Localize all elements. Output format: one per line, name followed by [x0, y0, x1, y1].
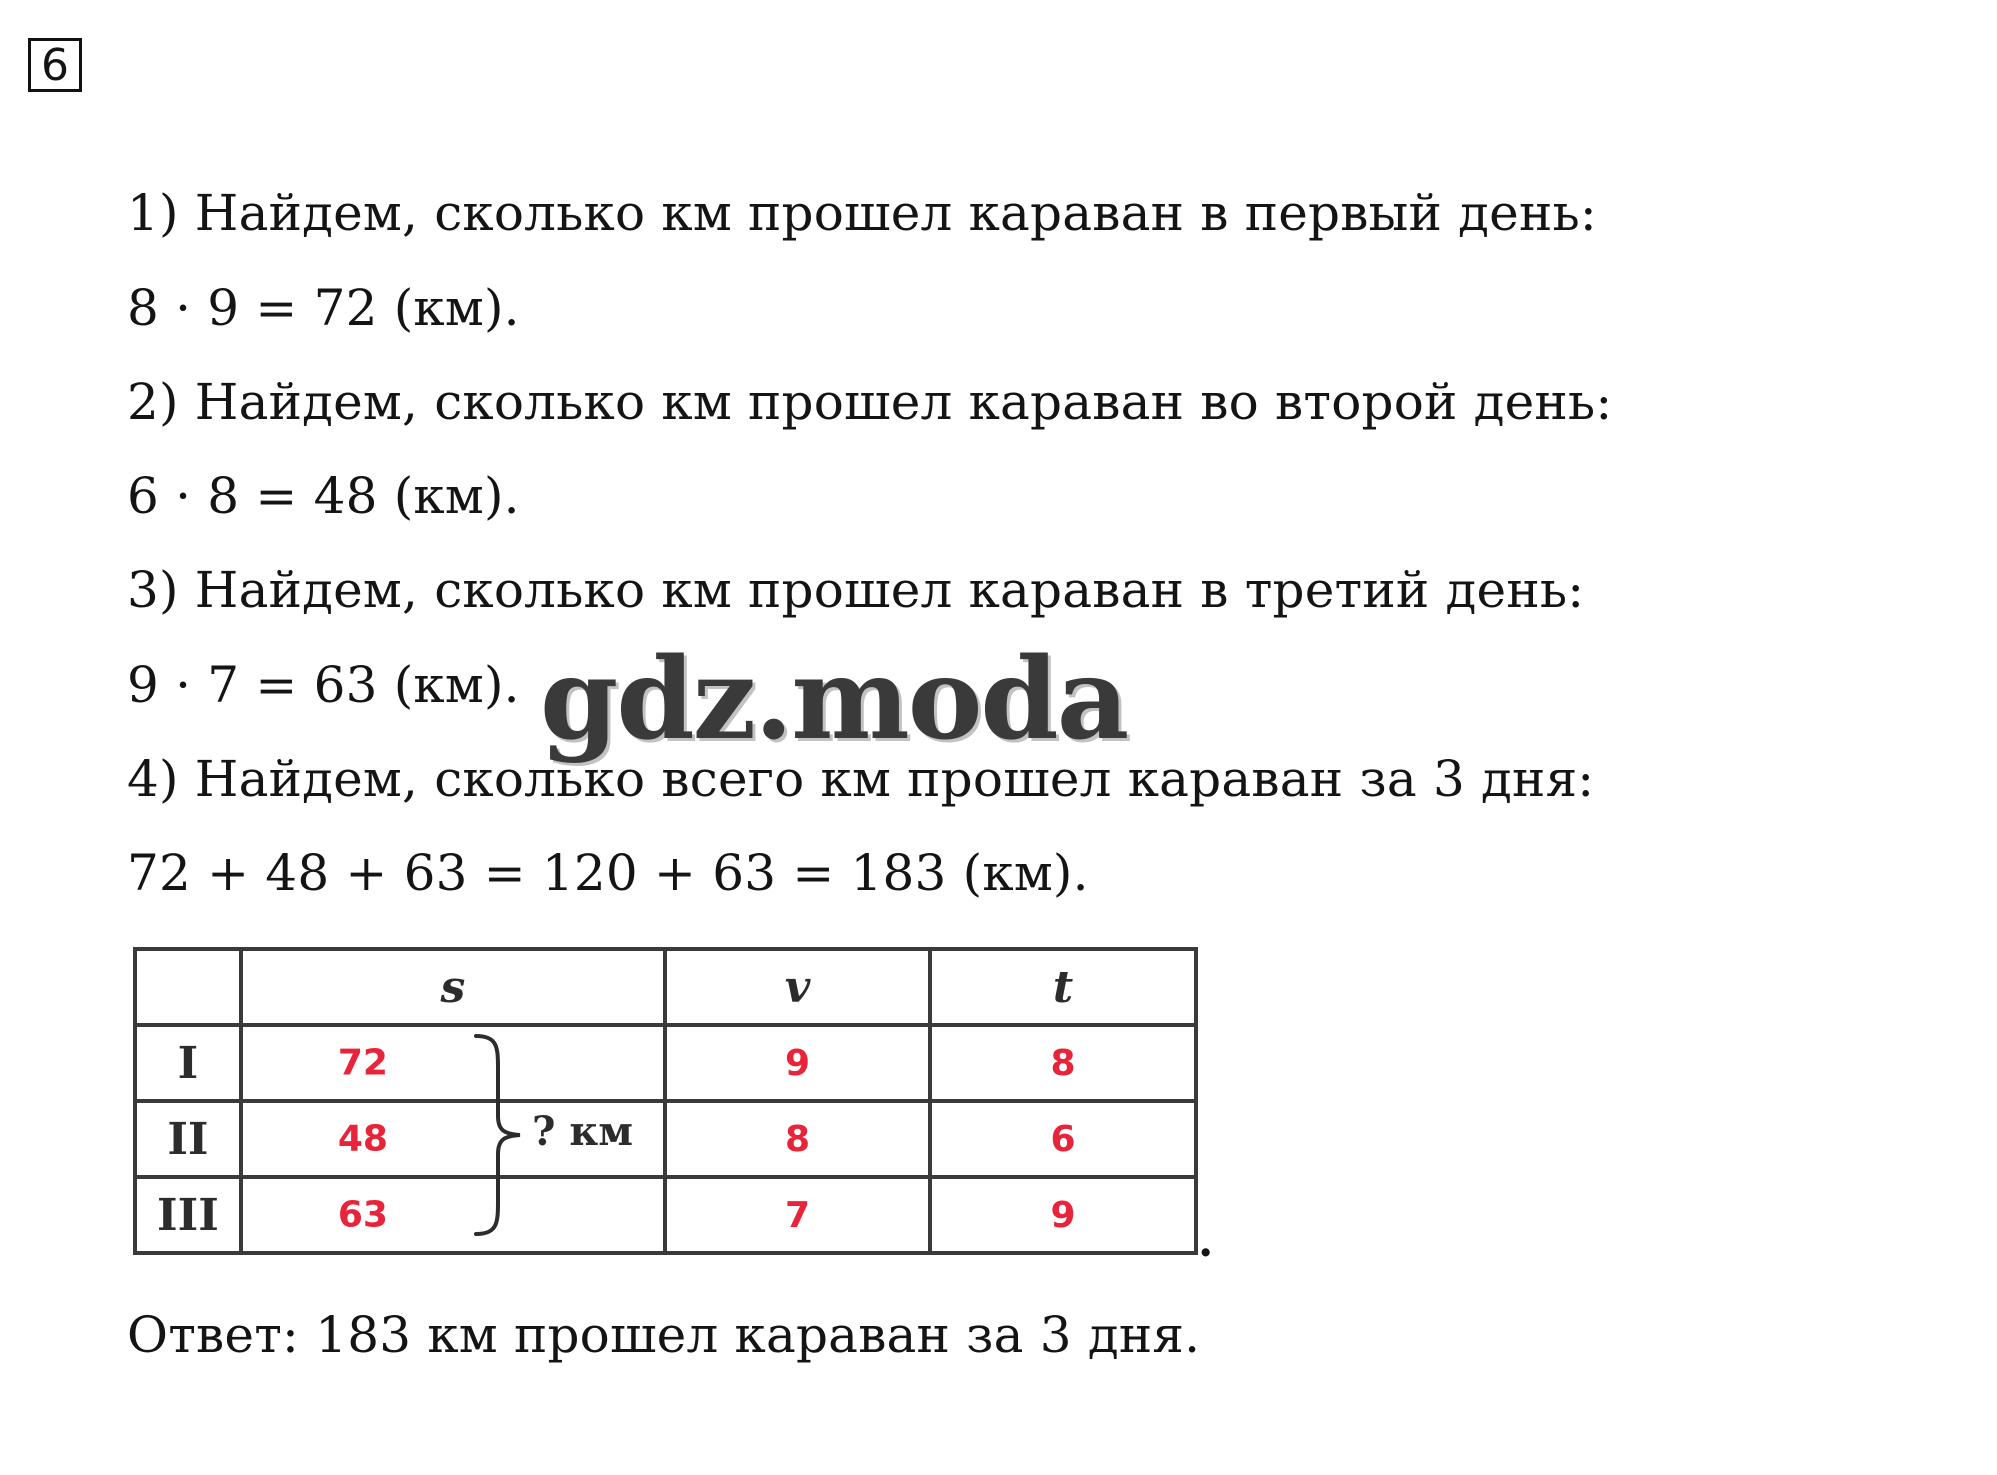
table-row: [135, 1101, 1196, 1177]
table-row: [135, 1025, 1196, 1101]
step-1-text: 1) Найдем, сколько км прошел караван в первый день:: [127, 184, 1597, 242]
distance-value-day-3: 63: [337, 1194, 388, 1236]
header-speed: v: [665, 949, 930, 1025]
task-number-box: 6: [28, 38, 82, 92]
total-distance-label: ? км: [532, 1108, 633, 1155]
distance-value-day-1: 72: [337, 1042, 388, 1084]
table-end-period: .: [1198, 1216, 1214, 1267]
step-4-text: 4) Найдем, сколько всего км прошел караван за 3 дня:: [127, 750, 1595, 808]
curly-brace-icon: [468, 1030, 528, 1240]
row-label-day-2: II: [135, 1101, 241, 1177]
header-time: t: [930, 949, 1196, 1025]
row-label-day-3: III: [135, 1177, 241, 1253]
speed-value-day-1: 9: [665, 1025, 930, 1101]
step-1-calculation: 8 · 9 = 72 (км).: [127, 279, 520, 337]
step-2-calculation: 6 · 8 = 48 (км).: [127, 467, 520, 525]
step-2-text: 2) Найдем, сколько км прошел караван во второй день:: [127, 373, 1613, 431]
time-value-day-3: 9: [930, 1177, 1196, 1253]
step-3-calculation: 9 · 7 = 63 (км).: [127, 656, 520, 714]
table-header-row: [135, 949, 1196, 1025]
watermark-logo: gdz.moda: [540, 634, 1128, 765]
speed-value-day-2: 8: [665, 1101, 930, 1177]
speed-value-day-3: 7: [665, 1177, 930, 1253]
distance-value-day-2: 48: [337, 1118, 388, 1160]
distance-cell-day-1: [241, 1025, 665, 1101]
motion-table: [133, 947, 1198, 1255]
time-value-day-1: 8: [930, 1025, 1196, 1101]
step-4-calculation: 72 + 48 + 63 = 120 + 63 = 183 (км).: [127, 844, 1089, 902]
header-empty-cell: [135, 949, 241, 1025]
table-row: [135, 1177, 1196, 1253]
time-value-day-2: 6: [930, 1101, 1196, 1177]
distance-cell-day-3: [241, 1177, 665, 1253]
answer-text: Ответ: 183 км прошел караван за 3 дня.: [127, 1306, 1201, 1364]
header-distance: s: [241, 949, 665, 1025]
row-label-day-1: I: [135, 1025, 241, 1101]
step-3-text: 3) Найдем, сколько км прошел караван в третий день:: [127, 561, 1585, 619]
